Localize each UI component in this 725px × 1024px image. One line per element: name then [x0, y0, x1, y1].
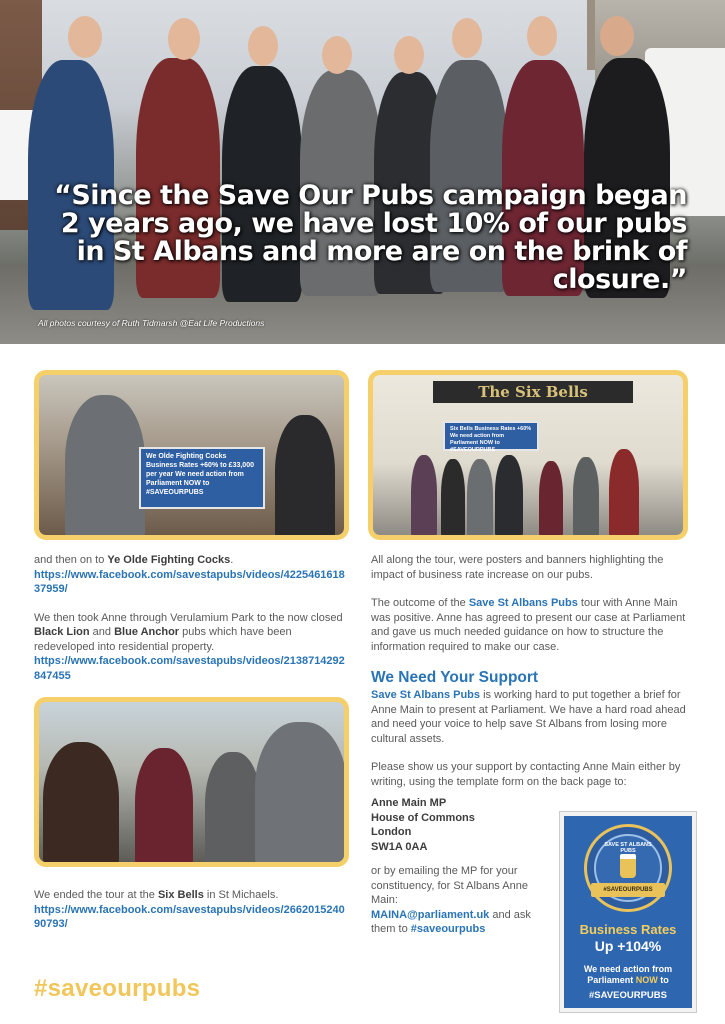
hashtag-inline: #saveourpubs	[410, 923, 486, 935]
poster-hashtag: #SAVEOURPUBS	[589, 990, 667, 1001]
six-bells-banner: Six Bells Business Rates +60% We need action from Parliament NOW to #SAVEOURPUBS	[443, 421, 539, 451]
pub-name-six-bells: Six Bells	[157, 889, 204, 901]
text-segment: pubs which have been redeveloped into residential property.	[34, 626, 292, 653]
business-rates-poster	[560, 812, 696, 1012]
text-now: NOW	[635, 975, 658, 985]
mp-email-link[interactable]: MAINA@parliament.uk	[371, 908, 490, 921]
hero-person-head	[248, 26, 278, 66]
hero-person-head	[168, 18, 200, 60]
photo-credit: All photos courtesy of Ruth Tidmarsh @Eat Life Productions	[38, 318, 265, 328]
photo-person	[255, 722, 347, 867]
poster-call-to-action	[570, 964, 686, 986]
mp-address	[371, 796, 551, 868]
text-segment: We need action from Parliament	[583, 964, 673, 985]
text-segment: and	[89, 626, 115, 638]
photo-person	[135, 748, 193, 867]
hero-photo	[0, 0, 725, 344]
text-segment: in St Michaels.	[203, 889, 279, 901]
text-paragraph: All along the tour, were posters and banners highlighting the impact of business rate increase on our pubs.	[371, 554, 664, 581]
text-segment: and then on to	[34, 554, 108, 566]
photo-person	[205, 752, 261, 867]
text-segment: tour with Anne Main was positive. Anne has agreed to present our case at Parliament and gave us much needed guidance on how to structure the information required to make our case.	[371, 597, 686, 653]
photo-tour-group	[34, 697, 349, 867]
left-text-2	[34, 888, 349, 946]
right-text-2	[371, 688, 689, 803]
facebook-video-link-1[interactable]: https://www.facebook.com/savestapubs/videos/422546161837959/	[34, 568, 345, 595]
fighting-cocks-banner: We Olde Fighting Cocks Business Rates +60% to £33,000 per year We need action from Parliament NOW to #SAVEOURPUBS	[139, 447, 265, 509]
photo-person	[411, 455, 437, 537]
text-segment: is working hard to put together a brief for Anne Main to present at Parliament. We have a hard road ahead and need your voice to help save St Albans from losing more cultural assets.	[371, 689, 686, 745]
photo-person	[441, 459, 465, 537]
footer-hashtag: #saveourpubs	[34, 975, 201, 1002]
poster-rates: Business Rates	[579, 922, 677, 937]
facebook-video-link-2[interactable]: https://www.facebook.com/savestapubs/videos/2138714292847455	[34, 655, 345, 682]
hero-person-head	[600, 16, 634, 56]
photo-person	[43, 742, 119, 867]
pub-name-fighting-cocks: Ye Olde Fighting Cocks	[107, 554, 231, 566]
hero-person-head	[452, 18, 482, 58]
poster-increase: Up +104%	[594, 938, 662, 954]
org-name: Save St Albans Pubs	[468, 597, 578, 609]
beer-glass-icon	[620, 854, 636, 878]
address-line: House of Commons	[371, 811, 475, 824]
address-line: London	[371, 826, 412, 838]
logo-text: SAVE ST ALBANS PUBS	[604, 842, 652, 854]
hero-person-head	[527, 16, 557, 56]
right-text-1	[371, 553, 689, 668]
text-segment: The outcome of the	[371, 597, 469, 609]
photo-person	[495, 455, 523, 537]
section-heading: We Need Your Support	[371, 669, 539, 686]
text-segment: and ask them to	[371, 908, 531, 935]
hero-person-head	[394, 36, 424, 74]
left-text-1	[34, 553, 349, 697]
address-line: Anne Main MP	[371, 797, 447, 809]
photo-person	[539, 461, 563, 537]
text-segment: or by emailing the MP for your constituency, for St Albans Anne Main:	[371, 865, 528, 906]
right-text-3	[371, 864, 551, 951]
hero-quote: “Since the Save Our Pubs campaign began 2 years ago, we have lost 10% of our pubs in St Albans and more are on the brink of closure.”	[54, 180, 687, 295]
hero-person-head	[68, 16, 102, 58]
logo-ribbon: #SAVEOURPUBS	[591, 883, 665, 897]
facebook-video-link-3[interactable]: https://www.facebook.com/savestapubs/videos/266201524090793/	[34, 903, 345, 930]
photo-person	[573, 457, 599, 537]
photo-person	[65, 395, 145, 540]
text-segment: to	[657, 975, 669, 985]
photo-person	[467, 459, 493, 537]
photo-person	[275, 415, 335, 540]
text-segment: We ended the tour at the	[34, 889, 158, 901]
text-paragraph: Please show us your support by contacting Anne Main either by writing, using the template form on the back page to:	[371, 761, 681, 788]
save-st-albans-pubs-logo	[584, 824, 672, 912]
text-segment: We then took Anne through Verulamium Park to the now closed	[34, 611, 343, 624]
text-segment: .	[230, 554, 234, 566]
pub-name-black-lion: Black Lion	[34, 626, 90, 638]
hero-person-head	[322, 36, 352, 74]
org-name: Save St Albans Pubs	[371, 689, 481, 701]
pub-name-blue-anchor: Blue Anchor	[114, 626, 180, 638]
six-bells-sign: The Six Bells	[433, 381, 633, 403]
address-line: SW1A 0AA	[371, 840, 428, 853]
photo-person	[609, 449, 639, 537]
photo-six-bells	[368, 370, 688, 540]
photo-fighting-cocks	[34, 370, 349, 540]
